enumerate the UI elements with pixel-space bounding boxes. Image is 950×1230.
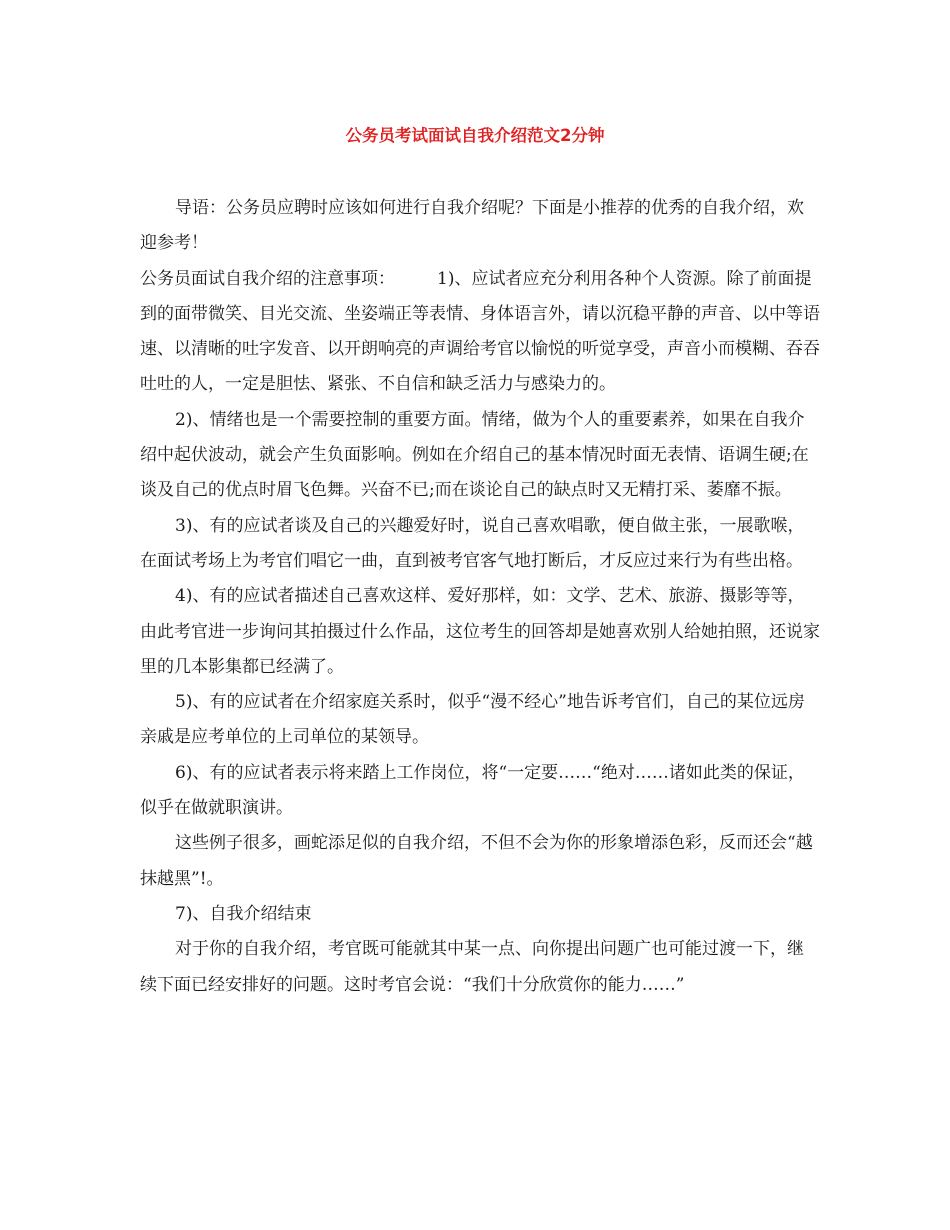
- point-3: 3)、有的应试者谈及自己的兴趣爱好时，说自己喜欢唱歌，便自做主张，一展歌喉，在面试考场上为考官们唱它一曲，直到被考官客气地打断后，才反应过来行为有些出格。: [140, 515, 805, 571]
- document-body: [140, 191, 820, 1003]
- notes-paragraph: [140, 262, 820, 403]
- document-title: 公务员考试面试自我介绍范文2分钟: [345, 126, 605, 145]
- closing-paragraph: 对于你的自我介绍，考官既可能就其中某一点、向你提出问题广也可能过渡一下，继续下面已经安排好的问题。这时考官会说：“我们十分欣赏你的能力……”: [140, 939, 804, 995]
- point-7: 7)、自我介绍结束: [175, 903, 312, 924]
- point-4: 4)、有的应试者描述自己喜欢这样、爱好那样，如：文学、艺术、旅游、摄影等等，由此考官进一步询问其拍摄过什么作品，这位考生的回答却是她喜欢别人给她拍照，还说家里的几本影集都已经满了。: [140, 586, 820, 677]
- summary-paragraph: 这些例子很多，画蛇添足似的自我介绍，不但不会为你的形象增添色彩，反而还会“越抹越黑”!。: [140, 833, 813, 889]
- intro-paragraph: 导语：公务员应聘时应该如何进行自我介绍呢？下面是小推荐的优秀的自我介绍，欢迎参考！: [140, 198, 804, 254]
- point-5: 5)、有的应试者在介绍家庭关系时，似乎“漫不经心”地告诉考官们，自己的某位远房亲戚是应考单位的上司单位的某领导。: [140, 692, 805, 748]
- notes-heading: 公务员面试自我介绍的注意事项：: [140, 268, 395, 289]
- point-2: 2)、情绪也是一个需要控制的重要方面。情绪，做为个人的重要素养，如果在自我介绍中起伏波动，就会产生负面影响。例如在介绍自己的基本情况时面无表情、语调生硬;在谈及自己的优点时眉飞色舞。兴奋不已;而在谈论自己的缺点时又无精打采、萎靡不振。: [140, 409, 809, 501]
- point-6: 6)、有的应试者表示将来踏上工作岗位，将“一定要……“绝对……诸如此类的保证，似乎在做就职演讲。: [140, 762, 805, 819]
- point-1: 1)、应试者应充分利用各种个人资源。除了前面提到的面带微笑、目光交流、坐姿端正等表情、身体语言外，请以沉稳平静的声音、以中等语速、以清晰的吐字发音、以开朗响亮的声调给考官以愉悦的听觉享受，声音小而模糊、吞吞吐吐的人，一定是胆怯、紧张、不自信和缺乏活力与感染力的。: [140, 268, 820, 395]
